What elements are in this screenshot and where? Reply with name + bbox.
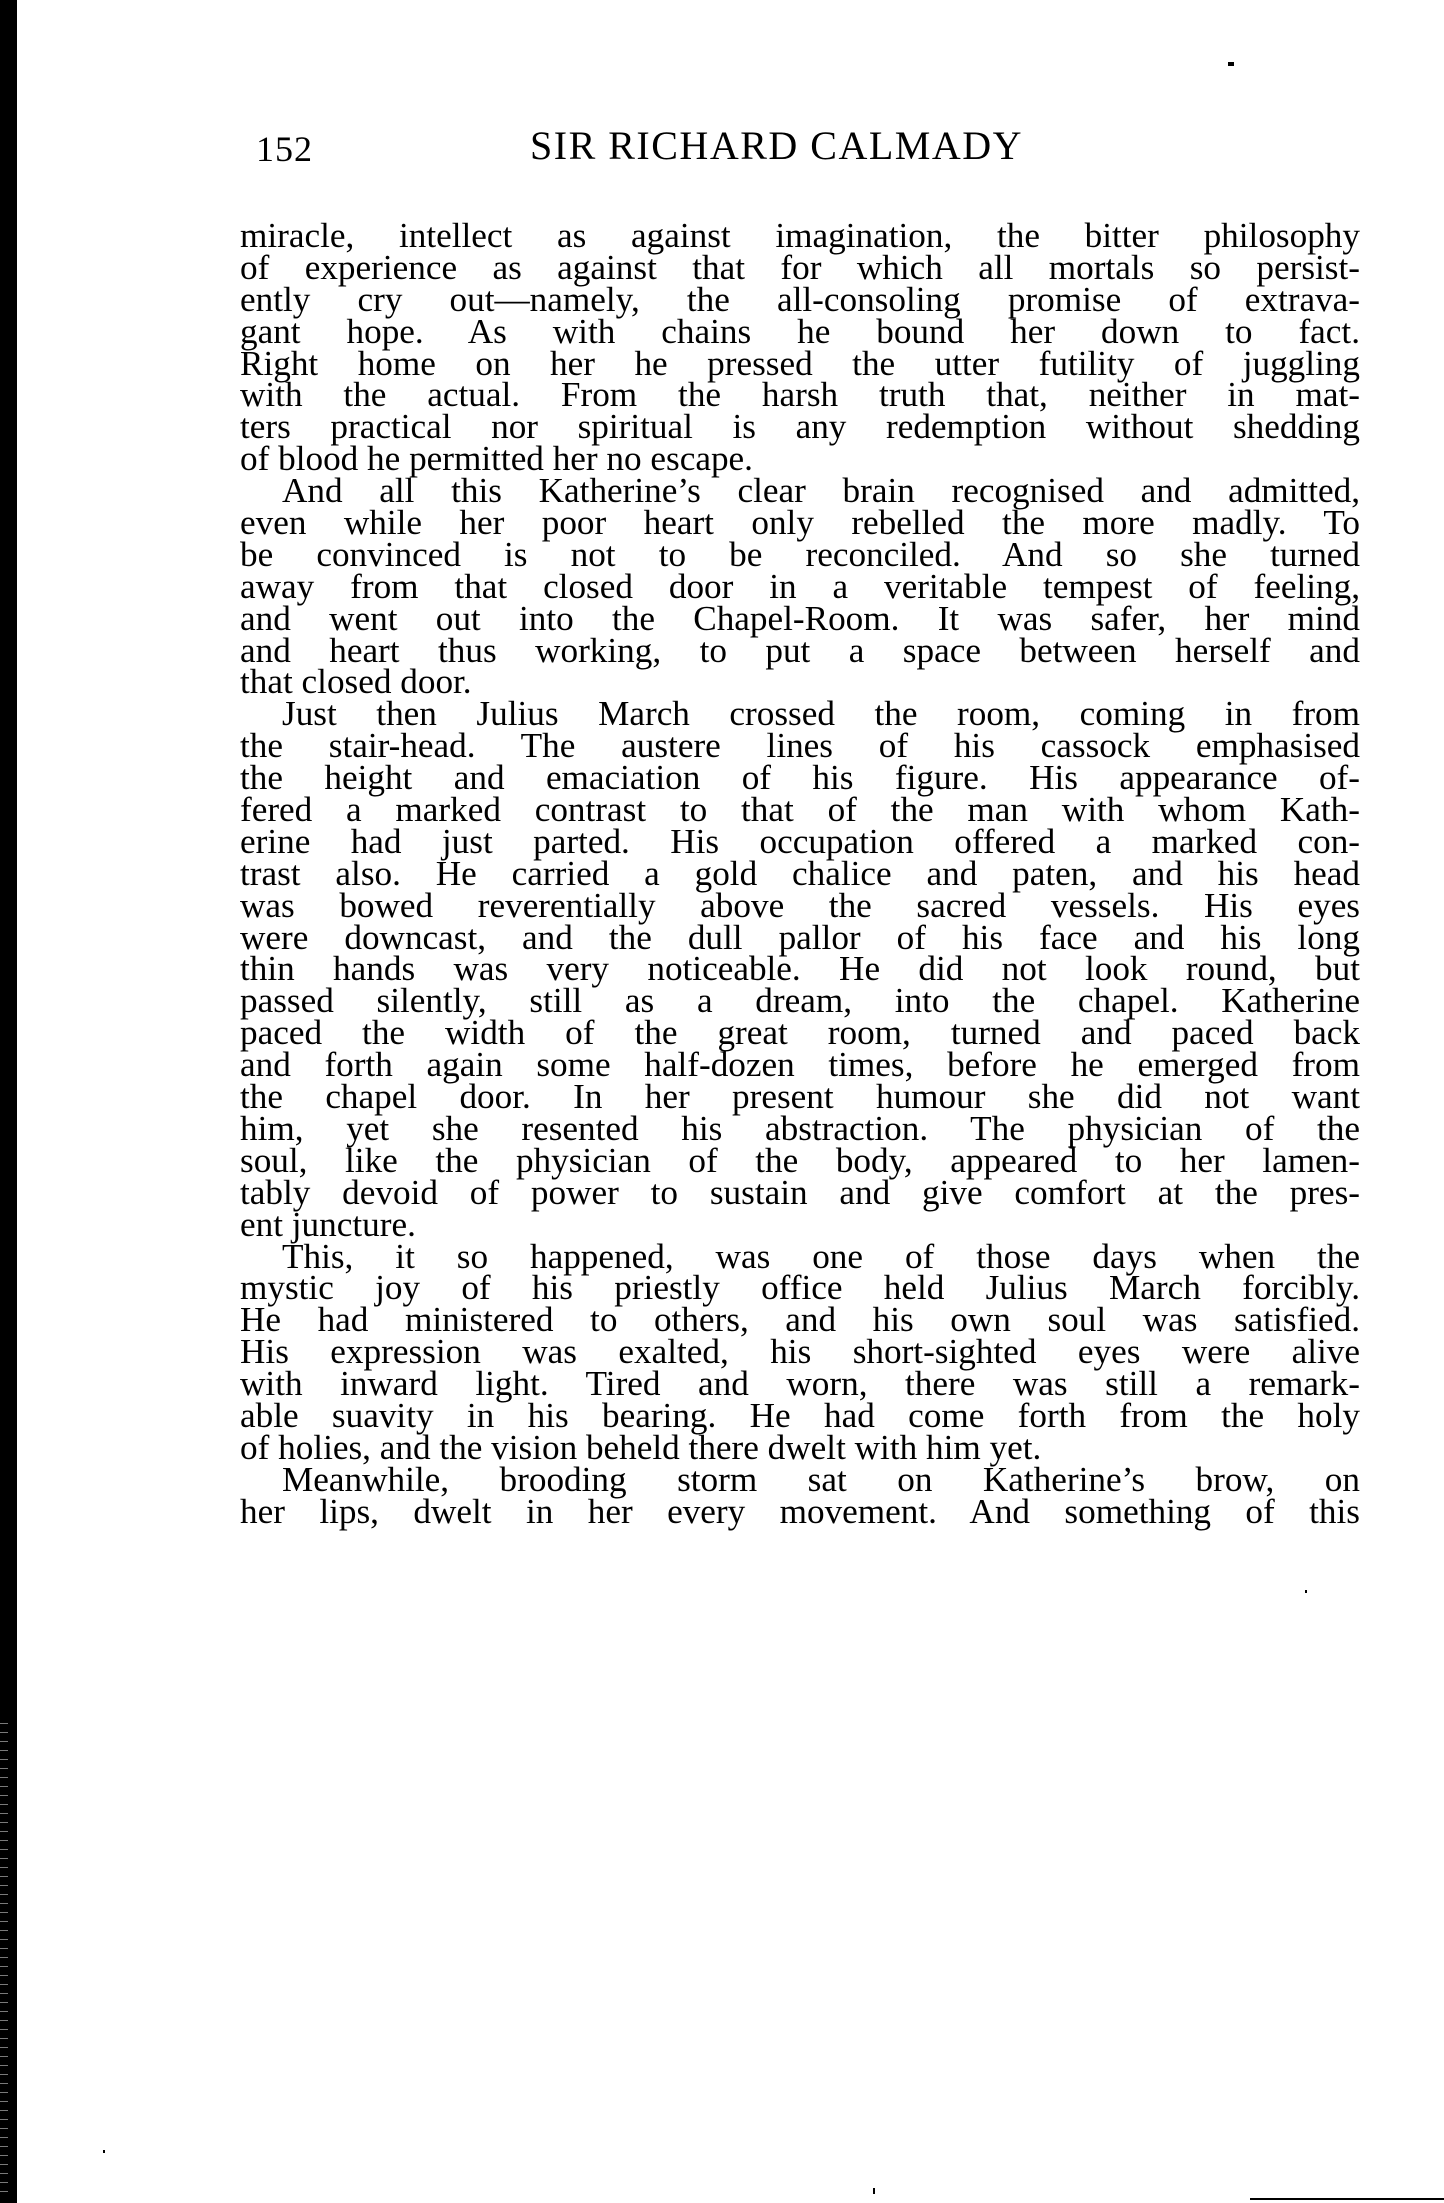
text-line: He had ministered to others, and his own soul was satisfied. bbox=[240, 1300, 1360, 1340]
paragraph bbox=[240, 1236, 1360, 1467]
book-binding-edge bbox=[0, 0, 17, 2203]
text-line: the chapel door. In her present humour she did not want bbox=[240, 1077, 1360, 1117]
text-line: passed silently, still as a dream, into the chapel. Katherine bbox=[240, 981, 1360, 1021]
text-line: able suavity in his bearing. He had come forth from the holy bbox=[240, 1395, 1360, 1435]
scan-speck bbox=[1305, 1590, 1307, 1593]
text-line: the stair-head. The austere lines of his cassock emphasised bbox=[240, 726, 1360, 766]
text-line: Just then Julius March crossed the room, coming in from bbox=[282, 694, 1360, 734]
paragraph bbox=[240, 1459, 1360, 1531]
paragraph bbox=[240, 694, 1360, 1244]
text-line: her lips, dwelt in her every movement. And something of this bbox=[240, 1491, 1360, 1531]
running-head bbox=[240, 118, 1360, 178]
text-line: the height and emaciation of his figure. His appearance of- bbox=[240, 758, 1360, 798]
text-line: away from that closed door in a veritable tempest of feeling, bbox=[240, 566, 1360, 606]
scan-edge-rule bbox=[1250, 2198, 1444, 2200]
text-line: Right home on her he pressed the utter futility of juggling bbox=[240, 343, 1360, 383]
scan-speck bbox=[103, 2150, 105, 2153]
text-line: him, yet she resented his abstraction. The physician of the bbox=[240, 1108, 1360, 1148]
text-line: miracle, intellect as against imagination, the bitter philosophy bbox=[240, 216, 1360, 255]
text-line: that closed door. bbox=[240, 662, 472, 702]
text-line: mystic joy of his priestly office held Julius March forcibly. bbox=[240, 1268, 1360, 1308]
text-line: His expression was exalted, his short-sighted eyes were alive bbox=[240, 1332, 1360, 1372]
text-line: even while her poor heart only rebelled the more madly. To bbox=[240, 503, 1360, 543]
text-line: fered a marked contrast to that of the man with whom Kath- bbox=[240, 790, 1360, 830]
text-line: and went out into the Chapel-Room. It was safer, her mind bbox=[240, 598, 1360, 638]
running-title: SIR RICHARD CALMADY bbox=[530, 123, 1023, 168]
scan-speck bbox=[873, 2188, 875, 2194]
text-line: erine had just parted. His occupation offered a marked con- bbox=[240, 821, 1360, 861]
text-line: was bowed reverentially above the sacred vessels. His eyes bbox=[240, 885, 1360, 925]
scan-speck bbox=[1228, 62, 1234, 66]
text-line: ently cry out—namely, the all-consoling promise of extrava- bbox=[240, 279, 1360, 319]
paragraph bbox=[240, 216, 1360, 479]
body-text bbox=[240, 216, 1360, 1531]
paragraph bbox=[240, 471, 1360, 702]
text-line: soul, like the physician of the body, appeared to her lamen- bbox=[240, 1140, 1360, 1180]
text-line: were downcast, and the dull pallor of his face and his long bbox=[240, 917, 1360, 957]
text-line: ters practical nor spiritual is any redemption without shedding bbox=[240, 407, 1360, 447]
text-line: trast also. He carried a gold chalice and paten, and his head bbox=[240, 853, 1360, 893]
text-line: of holies, and the vision beheld there dwelt with him yet. bbox=[240, 1427, 1042, 1467]
text-line: paced the width of the great room, turned and paced back bbox=[240, 1013, 1360, 1053]
text-line: and heart thus working, to put a space between herself and bbox=[240, 630, 1360, 670]
text-line: and forth again some half-dozen times, before he emerged from bbox=[240, 1045, 1360, 1085]
text-line: And all this Katherine’s clear brain recognised and admitted, bbox=[282, 471, 1360, 511]
text-line: ent juncture. bbox=[240, 1204, 416, 1244]
text-line: tably devoid of power to sustain and give comfort at the pres- bbox=[240, 1172, 1360, 1212]
text-line: This, it so happened, was one of those days when the bbox=[282, 1236, 1360, 1276]
book-page bbox=[240, 118, 1360, 1531]
text-line: Meanwhile, brooding storm sat on Katherine’s brow, on bbox=[282, 1459, 1360, 1499]
text-line: gant hope. As with chains he bound her down to fact. bbox=[240, 311, 1360, 351]
text-line: of blood he permitted her no escape. bbox=[240, 439, 753, 479]
text-line: thin hands was very noticeable. He did not look round, but bbox=[240, 949, 1360, 989]
page-number: 152 bbox=[256, 129, 313, 169]
text-line: with the actual. From the harsh truth that, neither in mat- bbox=[240, 375, 1360, 415]
text-line: of experience as against that for which all mortals so persist- bbox=[240, 247, 1360, 287]
text-line: with inward light. Tired and worn, there was still a remark- bbox=[240, 1364, 1360, 1404]
text-line: be convinced is not to be reconciled. And so she turned bbox=[240, 534, 1360, 574]
